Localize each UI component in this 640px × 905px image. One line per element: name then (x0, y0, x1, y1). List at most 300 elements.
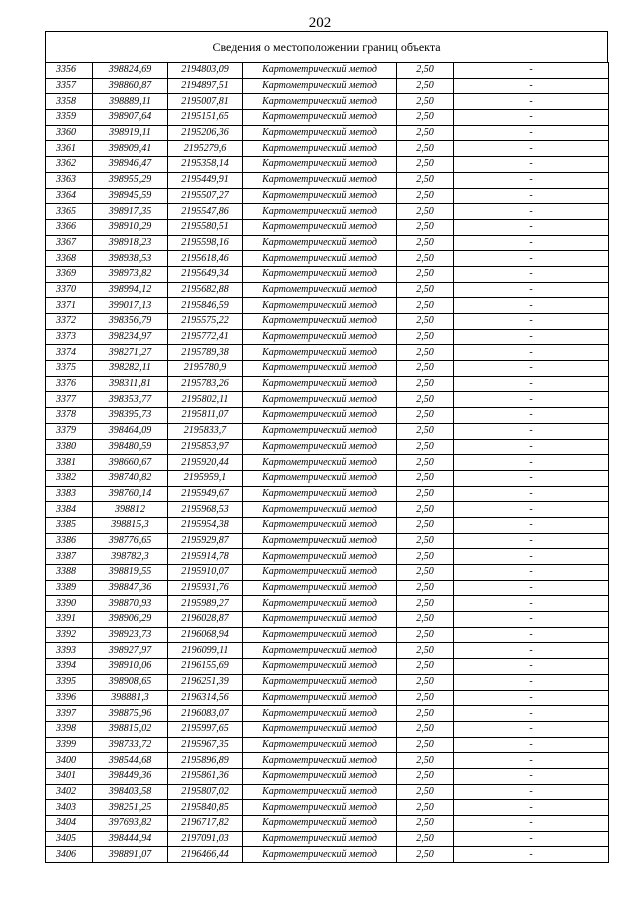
method-cell: Картометрический метод (243, 470, 397, 486)
x-coordinate-cell: 398907,64 (93, 110, 168, 126)
method-cell: Картометрический метод (243, 235, 397, 251)
method-cell: Картометрический метод (243, 674, 397, 690)
table-row (46, 690, 609, 706)
y-coordinate-cell: 2195802,11 (168, 392, 243, 408)
method-cell: Картометрический метод (243, 204, 397, 220)
method-cell: Картометрический метод (243, 219, 397, 235)
table-row (46, 517, 609, 533)
point-number-cell: 3366 (46, 219, 93, 235)
accuracy-cell: 2,50 (397, 188, 454, 204)
method-cell: Картометрический метод (243, 188, 397, 204)
point-number-cell: 3377 (46, 392, 93, 408)
x-coordinate-cell: 398870,93 (93, 596, 168, 612)
page-number: 202 (308, 15, 332, 31)
accuracy-cell: 2,50 (397, 737, 454, 753)
description-cell: - (454, 706, 609, 722)
description-cell: - (454, 204, 609, 220)
description-cell: - (454, 627, 609, 643)
x-coordinate-cell: 398760,14 (93, 486, 168, 502)
y-coordinate-cell: 2194803,09 (168, 63, 243, 79)
y-coordinate-cell: 2195896,89 (168, 753, 243, 769)
method-cell: Картометрический метод (243, 141, 397, 157)
description-cell: - (454, 816, 609, 832)
x-coordinate-cell: 397693,82 (93, 816, 168, 832)
description-cell: - (454, 188, 609, 204)
y-coordinate-cell: 2195547,86 (168, 204, 243, 220)
accuracy-cell: 2,50 (397, 376, 454, 392)
description-cell: - (454, 612, 609, 628)
method-cell: Картометрический метод (243, 721, 397, 737)
description-cell: - (454, 565, 609, 581)
y-coordinate-cell: 2195949,67 (168, 486, 243, 502)
y-coordinate-cell: 2195682,88 (168, 282, 243, 298)
table-row (46, 110, 609, 126)
y-coordinate-cell: 2195910,07 (168, 565, 243, 581)
point-number-cell: 3384 (46, 502, 93, 518)
table-row (46, 627, 609, 643)
x-coordinate-cell: 398889,11 (93, 94, 168, 110)
y-coordinate-cell: 2195811,07 (168, 408, 243, 424)
accuracy-cell: 2,50 (397, 596, 454, 612)
y-coordinate-cell: 2195783,26 (168, 376, 243, 392)
method-cell: Картометрический метод (243, 502, 397, 518)
method-cell: Картометрический метод (243, 643, 397, 659)
description-cell: - (454, 800, 609, 816)
description-cell: - (454, 455, 609, 471)
point-number-cell: 3396 (46, 690, 93, 706)
table-row (46, 188, 609, 204)
y-coordinate-cell: 2196466,44 (168, 847, 243, 863)
y-coordinate-cell: 2195931,76 (168, 580, 243, 596)
point-number-cell: 3406 (46, 847, 93, 863)
y-coordinate-cell: 2195807,02 (168, 784, 243, 800)
accuracy-cell: 2,50 (397, 94, 454, 110)
table-row (46, 643, 609, 659)
point-number-cell: 3383 (46, 486, 93, 502)
accuracy-cell: 2,50 (397, 251, 454, 267)
point-number-cell: 3361 (46, 141, 93, 157)
accuracy-cell: 2,50 (397, 282, 454, 298)
description-cell: - (454, 674, 609, 690)
table-row (46, 565, 609, 581)
accuracy-cell: 2,50 (397, 565, 454, 581)
point-number-cell: 3360 (46, 125, 93, 141)
x-coordinate-cell: 398271,27 (93, 345, 168, 361)
y-coordinate-cell: 2195989,27 (168, 596, 243, 612)
description-cell: - (454, 784, 609, 800)
x-coordinate-cell: 398251,25 (93, 800, 168, 816)
table-row (46, 721, 609, 737)
table-row (46, 580, 609, 596)
x-coordinate-cell: 398910,06 (93, 659, 168, 675)
y-coordinate-cell: 2195833,7 (168, 423, 243, 439)
description-cell: - (454, 721, 609, 737)
table-row (46, 533, 609, 549)
accuracy-cell: 2,50 (397, 706, 454, 722)
table-row (46, 172, 609, 188)
y-coordinate-cell: 2195780,9 (168, 361, 243, 377)
method-cell: Картометрический метод (243, 486, 397, 502)
method-cell: Картометрический метод (243, 455, 397, 471)
table-row (46, 706, 609, 722)
method-cell: Картометрический метод (243, 517, 397, 533)
x-coordinate-cell: 398847,36 (93, 580, 168, 596)
x-coordinate-cell: 398660,67 (93, 455, 168, 471)
y-coordinate-cell: 2195358,14 (168, 157, 243, 173)
point-number-cell: 3403 (46, 800, 93, 816)
method-cell: Картометрический метод (243, 816, 397, 832)
description-cell: - (454, 690, 609, 706)
table-row (46, 94, 609, 110)
accuracy-cell: 2,50 (397, 549, 454, 565)
x-coordinate-cell: 398946,47 (93, 157, 168, 173)
description-cell: - (454, 502, 609, 518)
description-cell: - (454, 439, 609, 455)
x-coordinate-cell: 398815,3 (93, 517, 168, 533)
y-coordinate-cell: 2196083,07 (168, 706, 243, 722)
x-coordinate-cell: 398824,69 (93, 63, 168, 79)
method-cell: Картометрический метод (243, 533, 397, 549)
accuracy-cell: 2,50 (397, 314, 454, 330)
table-row (46, 314, 609, 330)
description-cell: - (454, 517, 609, 533)
y-coordinate-cell: 2195967,35 (168, 737, 243, 753)
x-coordinate-cell: 398909,41 (93, 141, 168, 157)
accuracy-cell: 2,50 (397, 517, 454, 533)
table-row (46, 455, 609, 471)
method-cell: Картометрический метод (243, 580, 397, 596)
x-coordinate-cell: 398906,29 (93, 612, 168, 628)
y-coordinate-cell: 2195853,97 (168, 439, 243, 455)
y-coordinate-cell: 2196717,82 (168, 816, 243, 832)
accuracy-cell: 2,50 (397, 580, 454, 596)
method-cell: Картометрический метод (243, 266, 397, 282)
accuracy-cell: 2,50 (397, 643, 454, 659)
x-coordinate-cell: 398403,58 (93, 784, 168, 800)
description-cell: - (454, 753, 609, 769)
point-number-cell: 3357 (46, 78, 93, 94)
method-cell: Картометрический метод (243, 549, 397, 565)
accuracy-cell: 2,50 (397, 690, 454, 706)
method-cell: Картометрический метод (243, 768, 397, 784)
y-coordinate-cell: 2195789,38 (168, 345, 243, 361)
table-row (46, 831, 609, 847)
y-coordinate-cell: 2195861,36 (168, 768, 243, 784)
y-coordinate-cell: 2195151,65 (168, 110, 243, 126)
description-cell: - (454, 78, 609, 94)
accuracy-cell: 2,50 (397, 455, 454, 471)
point-number-cell: 3380 (46, 439, 93, 455)
x-coordinate-cell: 398938,53 (93, 251, 168, 267)
accuracy-cell: 2,50 (397, 125, 454, 141)
y-coordinate-cell: 2195575,22 (168, 314, 243, 330)
x-coordinate-cell: 398917,35 (93, 204, 168, 220)
description-cell: - (454, 376, 609, 392)
method-cell: Картометрический метод (243, 63, 397, 79)
point-number-cell: 3392 (46, 627, 93, 643)
point-number-cell: 3378 (46, 408, 93, 424)
description-cell: - (454, 408, 609, 424)
point-number-cell: 3379 (46, 423, 93, 439)
point-number-cell: 3363 (46, 172, 93, 188)
description-cell: - (454, 63, 609, 79)
accuracy-cell: 2,50 (397, 470, 454, 486)
x-coordinate-cell: 398480,59 (93, 439, 168, 455)
table-row (46, 768, 609, 784)
accuracy-cell: 2,50 (397, 439, 454, 455)
point-number-cell: 3400 (46, 753, 93, 769)
method-cell: Картометрический метод (243, 847, 397, 863)
point-number-cell: 3391 (46, 612, 93, 628)
table-row (46, 674, 609, 690)
description-cell: - (454, 282, 609, 298)
description-cell: - (454, 768, 609, 784)
accuracy-cell: 2,50 (397, 63, 454, 79)
accuracy-cell: 2,50 (397, 533, 454, 549)
description-cell: - (454, 94, 609, 110)
table-row (46, 816, 609, 832)
description-cell: - (454, 486, 609, 502)
point-number-cell: 3365 (46, 204, 93, 220)
method-cell: Картометрический метод (243, 596, 397, 612)
method-cell: Картометрический метод (243, 78, 397, 94)
y-coordinate-cell: 2195968,53 (168, 502, 243, 518)
y-coordinate-cell: 2196155,69 (168, 659, 243, 675)
method-cell: Картометрический метод (243, 627, 397, 643)
y-coordinate-cell: 2195840,85 (168, 800, 243, 816)
accuracy-cell: 2,50 (397, 800, 454, 816)
table-row (46, 141, 609, 157)
method-cell: Картометрический метод (243, 361, 397, 377)
point-number-cell: 3402 (46, 784, 93, 800)
x-coordinate-cell: 398908,65 (93, 674, 168, 690)
method-cell: Картометрический метод (243, 800, 397, 816)
method-cell: Картометрический метод (243, 439, 397, 455)
method-cell: Картометрический метод (243, 298, 397, 314)
accuracy-cell: 2,50 (397, 157, 454, 173)
y-coordinate-cell: 2195929,87 (168, 533, 243, 549)
x-coordinate-cell: 398812 (93, 502, 168, 518)
description-cell: - (454, 847, 609, 863)
y-coordinate-cell: 2195954,38 (168, 517, 243, 533)
description-cell: - (454, 392, 609, 408)
accuracy-cell: 2,50 (397, 486, 454, 502)
table-row (46, 329, 609, 345)
coordinates-table (45, 62, 609, 863)
point-number-cell: 3399 (46, 737, 93, 753)
table-row (46, 266, 609, 282)
x-coordinate-cell: 398776,65 (93, 533, 168, 549)
x-coordinate-cell: 398815,02 (93, 721, 168, 737)
point-number-cell: 3371 (46, 298, 93, 314)
point-number-cell: 3372 (46, 314, 93, 330)
boundary-sheet (45, 31, 608, 863)
x-coordinate-cell: 398444,94 (93, 831, 168, 847)
accuracy-cell: 2,50 (397, 345, 454, 361)
y-coordinate-cell: 2196099,11 (168, 643, 243, 659)
point-number-cell: 3394 (46, 659, 93, 675)
point-number-cell: 3373 (46, 329, 93, 345)
accuracy-cell: 2,50 (397, 768, 454, 784)
table-row (46, 470, 609, 486)
y-coordinate-cell: 2195449,91 (168, 172, 243, 188)
y-coordinate-cell: 2196068,94 (168, 627, 243, 643)
table-row (46, 125, 609, 141)
table-row (46, 235, 609, 251)
point-number-cell: 3370 (46, 282, 93, 298)
description-cell: - (454, 737, 609, 753)
y-coordinate-cell: 2195959,1 (168, 470, 243, 486)
x-coordinate-cell: 398449,36 (93, 768, 168, 784)
method-cell: Картометрический метод (243, 753, 397, 769)
description-cell: - (454, 141, 609, 157)
description-cell: - (454, 157, 609, 173)
point-number-cell: 3364 (46, 188, 93, 204)
x-coordinate-cell: 398234,97 (93, 329, 168, 345)
accuracy-cell: 2,50 (397, 392, 454, 408)
point-number-cell: 3359 (46, 110, 93, 126)
point-number-cell: 3382 (46, 470, 93, 486)
point-number-cell: 3398 (46, 721, 93, 737)
accuracy-cell: 2,50 (397, 235, 454, 251)
table-row (46, 78, 609, 94)
method-cell: Картометрический метод (243, 659, 397, 675)
x-coordinate-cell: 398311,81 (93, 376, 168, 392)
description-cell: - (454, 125, 609, 141)
accuracy-cell: 2,50 (397, 784, 454, 800)
table-row (46, 361, 609, 377)
method-cell: Картометрический метод (243, 408, 397, 424)
y-coordinate-cell: 2194897,51 (168, 78, 243, 94)
table-row (46, 345, 609, 361)
x-coordinate-cell: 398881,3 (93, 690, 168, 706)
table-row (46, 408, 609, 424)
accuracy-cell: 2,50 (397, 266, 454, 282)
y-coordinate-cell: 2196251,39 (168, 674, 243, 690)
table-row (46, 612, 609, 628)
y-coordinate-cell: 2195598,16 (168, 235, 243, 251)
x-coordinate-cell: 399017,13 (93, 298, 168, 314)
accuracy-cell: 2,50 (397, 674, 454, 690)
x-coordinate-cell: 398860,87 (93, 78, 168, 94)
table-row (46, 219, 609, 235)
point-number-cell: 3389 (46, 580, 93, 596)
description-cell: - (454, 549, 609, 565)
table-row (46, 423, 609, 439)
method-cell: Картометрический метод (243, 329, 397, 345)
y-coordinate-cell: 2195997,65 (168, 721, 243, 737)
accuracy-cell: 2,50 (397, 753, 454, 769)
point-number-cell: 3404 (46, 816, 93, 832)
accuracy-cell: 2,50 (397, 329, 454, 345)
point-number-cell: 3376 (46, 376, 93, 392)
description-cell: - (454, 345, 609, 361)
point-number-cell: 3375 (46, 361, 93, 377)
method-cell: Картометрический метод (243, 314, 397, 330)
method-cell: Картометрический метод (243, 251, 397, 267)
point-number-cell: 3405 (46, 831, 93, 847)
method-cell: Картометрический метод (243, 282, 397, 298)
table-row (46, 376, 609, 392)
y-coordinate-cell: 2195618,46 (168, 251, 243, 267)
x-coordinate-cell: 398875,96 (93, 706, 168, 722)
y-coordinate-cell: 2195580,51 (168, 219, 243, 235)
method-cell: Картометрический метод (243, 784, 397, 800)
description-cell: - (454, 172, 609, 188)
table-row (46, 282, 609, 298)
method-cell: Картометрический метод (243, 392, 397, 408)
x-coordinate-cell: 398927,97 (93, 643, 168, 659)
method-cell: Картометрический метод (243, 706, 397, 722)
description-cell: - (454, 266, 609, 282)
table-row (46, 659, 609, 675)
x-coordinate-cell: 398919,11 (93, 125, 168, 141)
accuracy-cell: 2,50 (397, 423, 454, 439)
point-number-cell: 3369 (46, 266, 93, 282)
x-coordinate-cell: 398740,82 (93, 470, 168, 486)
point-number-cell: 3388 (46, 565, 93, 581)
description-cell: - (454, 831, 609, 847)
x-coordinate-cell: 398733,72 (93, 737, 168, 753)
method-cell: Картометрический метод (243, 110, 397, 126)
point-number-cell: 3395 (46, 674, 93, 690)
x-coordinate-cell: 398464,09 (93, 423, 168, 439)
table-row (46, 737, 609, 753)
x-coordinate-cell: 398282,11 (93, 361, 168, 377)
description-cell: - (454, 235, 609, 251)
point-number-cell: 3368 (46, 251, 93, 267)
table-row (46, 784, 609, 800)
x-coordinate-cell: 398973,82 (93, 266, 168, 282)
table-row (46, 251, 609, 267)
y-coordinate-cell: 2195206,36 (168, 125, 243, 141)
table-row (46, 502, 609, 518)
coordinates-table-body (46, 63, 609, 863)
table-heading: Сведения о местоположении границ объекта (45, 31, 608, 62)
table-row (46, 298, 609, 314)
accuracy-cell: 2,50 (397, 78, 454, 94)
description-cell: - (454, 643, 609, 659)
y-coordinate-cell: 2195649,34 (168, 266, 243, 282)
accuracy-cell: 2,50 (397, 110, 454, 126)
accuracy-cell: 2,50 (397, 816, 454, 832)
method-cell: Картометрический метод (243, 172, 397, 188)
accuracy-cell: 2,50 (397, 219, 454, 235)
accuracy-cell: 2,50 (397, 502, 454, 518)
method-cell: Картометрический метод (243, 423, 397, 439)
table-row (46, 596, 609, 612)
y-coordinate-cell: 2196028,87 (168, 612, 243, 628)
x-coordinate-cell: 398353,77 (93, 392, 168, 408)
accuracy-cell: 2,50 (397, 141, 454, 157)
y-coordinate-cell: 2195279,6 (168, 141, 243, 157)
x-coordinate-cell: 398994,12 (93, 282, 168, 298)
description-cell: - (454, 470, 609, 486)
table-row (46, 800, 609, 816)
description-cell: - (454, 361, 609, 377)
description-cell: - (454, 251, 609, 267)
point-number-cell: 3356 (46, 63, 93, 79)
description-cell: - (454, 533, 609, 549)
y-coordinate-cell: 2197091,03 (168, 831, 243, 847)
method-cell: Картометрический метод (243, 690, 397, 706)
y-coordinate-cell: 2195007,81 (168, 94, 243, 110)
method-cell: Картометрический метод (243, 612, 397, 628)
y-coordinate-cell: 2195846,59 (168, 298, 243, 314)
method-cell: Картометрический метод (243, 345, 397, 361)
y-coordinate-cell: 2195772,41 (168, 329, 243, 345)
description-cell: - (454, 110, 609, 126)
